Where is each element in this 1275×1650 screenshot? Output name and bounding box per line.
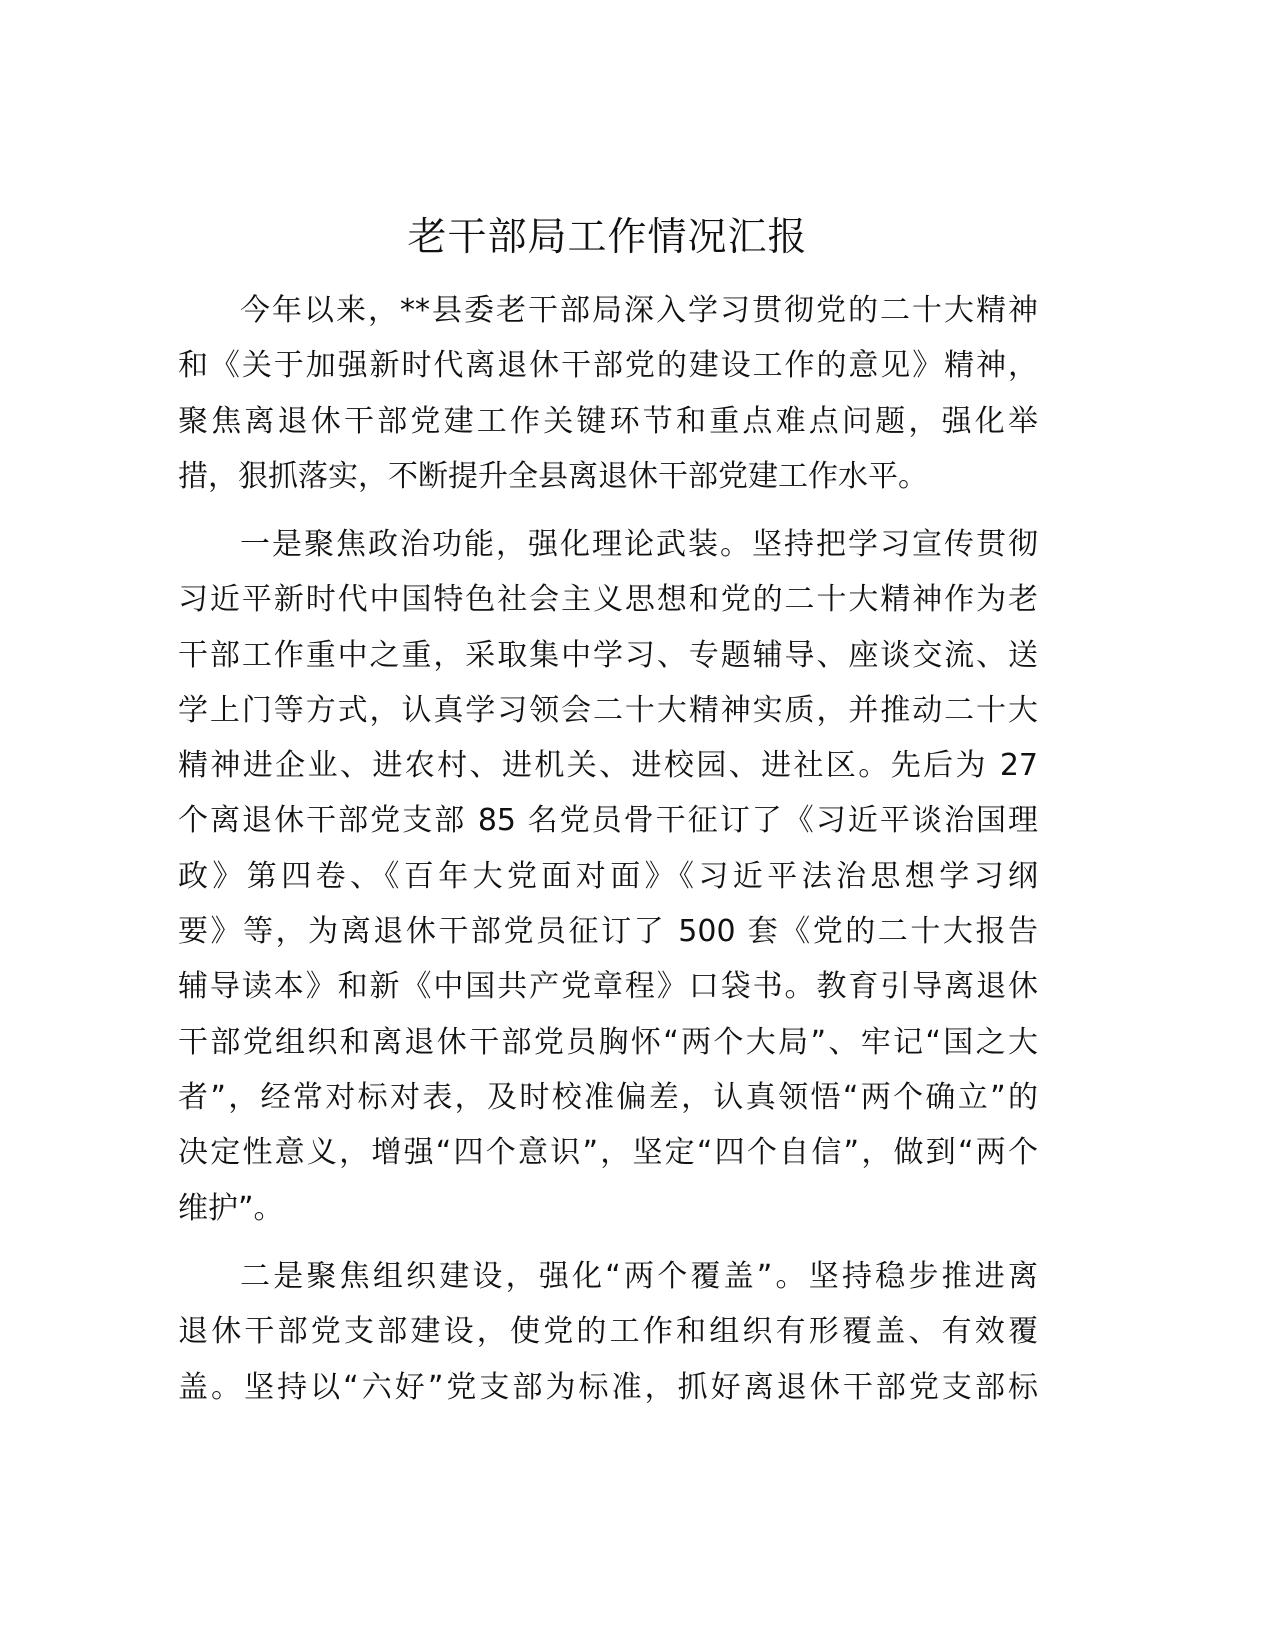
text-line: 个离退休干部党支部 85 名党员骨干征订了《习近平谈治国理 [178, 803, 1038, 839]
text-line: 习近平新时代中国特色社会主义思想和党的二十大精神作为老 [178, 582, 1038, 618]
text-line: 措，狠抓落实，不断提升全县离退休干部党建工作水平。 [178, 458, 928, 494]
paragraph-organization-building [178, 1249, 1038, 1415]
text-line: 和《关于加强新时代离退休干部党的建设工作的意见》精神， [178, 348, 1038, 384]
text-line: 要》等，为离退休干部党员征订了 500 套《党的二十大报告 [178, 914, 1038, 950]
text-line: 聚焦离退休干部党建工作关键环节和重点难点问题，强化举 [178, 403, 1038, 439]
text-line: 精神进企业、进农村、进机关、进校园、进社区。先后为 27 [178, 748, 1038, 784]
text-line: 盖。坚持以“六好”党支部为标准，抓好离退休干部党支部标 [178, 1369, 1038, 1405]
paragraph-political-function [178, 517, 1038, 1236]
text-line: 干部党组织和离退休干部党员胸怀“两个大局”、牢记“国之大 [178, 1024, 1038, 1060]
text-line: 今年以来，**县委老干部局深入学习贯彻党的二十大精神 [240, 293, 1038, 328]
document-title: 老干部局工作情况汇报 [407, 215, 808, 260]
paragraph-intro [178, 283, 1038, 504]
text-line: 二是聚焦组织建设，强化“两个覆盖”。坚持稳步推进离 [240, 1259, 1038, 1294]
text-line: 退休干部党支部建设，使党的工作和组织有形覆盖、有效覆 [178, 1314, 1038, 1350]
text-line: 学上门等方式，认真学习领会二十大精神实质，并推动二十大 [178, 692, 1038, 728]
text-line: 辅导读本》和新《中国共产党章程》口袋书。教育引导离退休 [178, 969, 1038, 1005]
text-line: 政》第四卷、《百年大党面对面》《习近平法治思想学习纲 [178, 858, 1038, 894]
text-line: 一是聚焦政治功能，强化理论武装。坚持把学习宣传贯彻 [240, 527, 1038, 562]
text-line: 决定性意义，增强“四个意识”，坚定“四个自信”，做到“两个 [178, 1135, 1038, 1171]
text-line: 干部工作重中之重，采取集中学习、专题辅导、座谈交流、送 [178, 637, 1038, 673]
text-line: 维护”。 [178, 1190, 284, 1226]
text-line: 者”，经常对标对表，及时校准偏差，认真领悟“两个确立”的 [178, 1079, 1038, 1115]
